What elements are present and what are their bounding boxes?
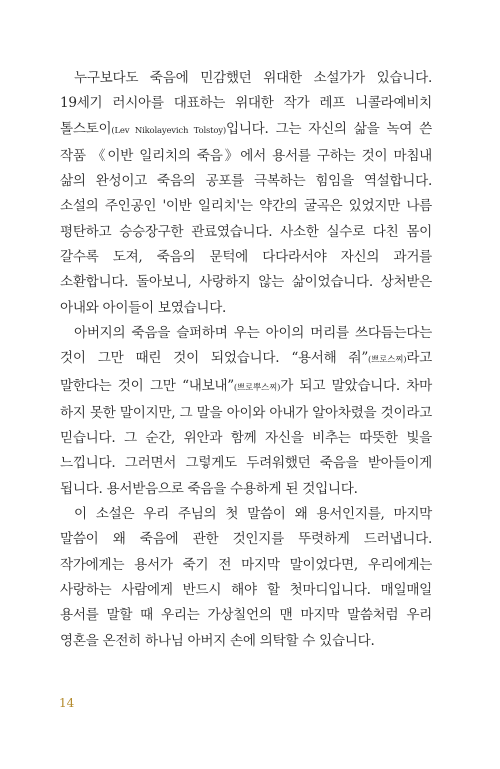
paragraph-2	[60, 321, 432, 502]
body-text	[60, 66, 432, 654]
paragraph-3	[60, 502, 432, 654]
paragraph-2-russian-gloss-2: (쁘로뿌스찌)	[233, 382, 281, 393]
paragraph-1-text-b: 입니다. 그는 자신의 삶을 녹여 쓴 작품 《이반 일리치의 죽음》에서 용서를 구하는 것이 마침내 삶의 완성이고 죽음의 공포를 극복하는 힘임을 역설합니다. 소설의 주인공인 '이반 일리치'는 약간의 굴곡은 있었지만 나름 평탄하고 승승장구한 관료였습니다. 사소한 실수로 다친 몸이 갈수록 도져, 죽음의 문턱에 다다라서야 자신의 과거를 소환합니다. 돌아보니, 사랑하지 않는 삶이었습니다. 상처받은 아내와 아이들이 보였습니다.	[60, 120, 433, 316]
paragraph-1-english-name: (Lev Nikolayevich Tolstoy)	[111, 125, 227, 136]
paragraph-2-text-b: 라고 말한다는 것이 그만 “내보내”	[60, 350, 432, 394]
page-number: 14	[59, 696, 75, 710]
paragraph-2-russian-gloss-1: (쁘로스찌)	[368, 355, 407, 366]
paragraph-2-text-c: 가 되고 말았습니다. 차마 하지 못한 말이지만, 그 말을 아이와 아내가 알아차렸을 것이라고 믿습니다. 그 순간, 위안과 함께 자신을 비추는 따뜻한 빛을 느낍니다. 그러면서 그렇게도 두려워했던 죽음을 받아들이게 됩니다. 용서받음으로 죽음을 수용하게 된 것입니다.	[60, 377, 432, 497]
paragraph-3-text-a: 이 소설은 우리 주님의 첫 말씀이 왜 용서인지를, 마지막 말씀이 왜 죽음에 관한 것인지를 뚜렷하게 드러냅니다. 작가에게는 용서가 죽기 전 마지막 말이었다면, 우리에게는 사랑하는 사람에게 반드시 해야 할 첫마디입니다. 매일매일 용서를 말할 때 우리는 가상칠언의 맨 마지막 말씀처럼 우리 영혼을 온전히 하나님 아버지 손에 의탁할 수 있습니다.	[60, 506, 432, 649]
paragraph-1-text-a: 누구보다도 죽음에 민감했던 위대한 소설가가 있습니다. 19세기 러시아를 대표하는 위대한 작가 레프 니콜라예비치 톨스토이	[60, 70, 432, 137]
paragraph-2-text-a: 아버지의 죽음을 슬퍼하며 우는 아이의 머리를 쓰다듬는다는 것이 그만 때린 것이 되었습니다. “용서해 줘”	[60, 324, 432, 367]
paragraph-1	[60, 66, 432, 321]
